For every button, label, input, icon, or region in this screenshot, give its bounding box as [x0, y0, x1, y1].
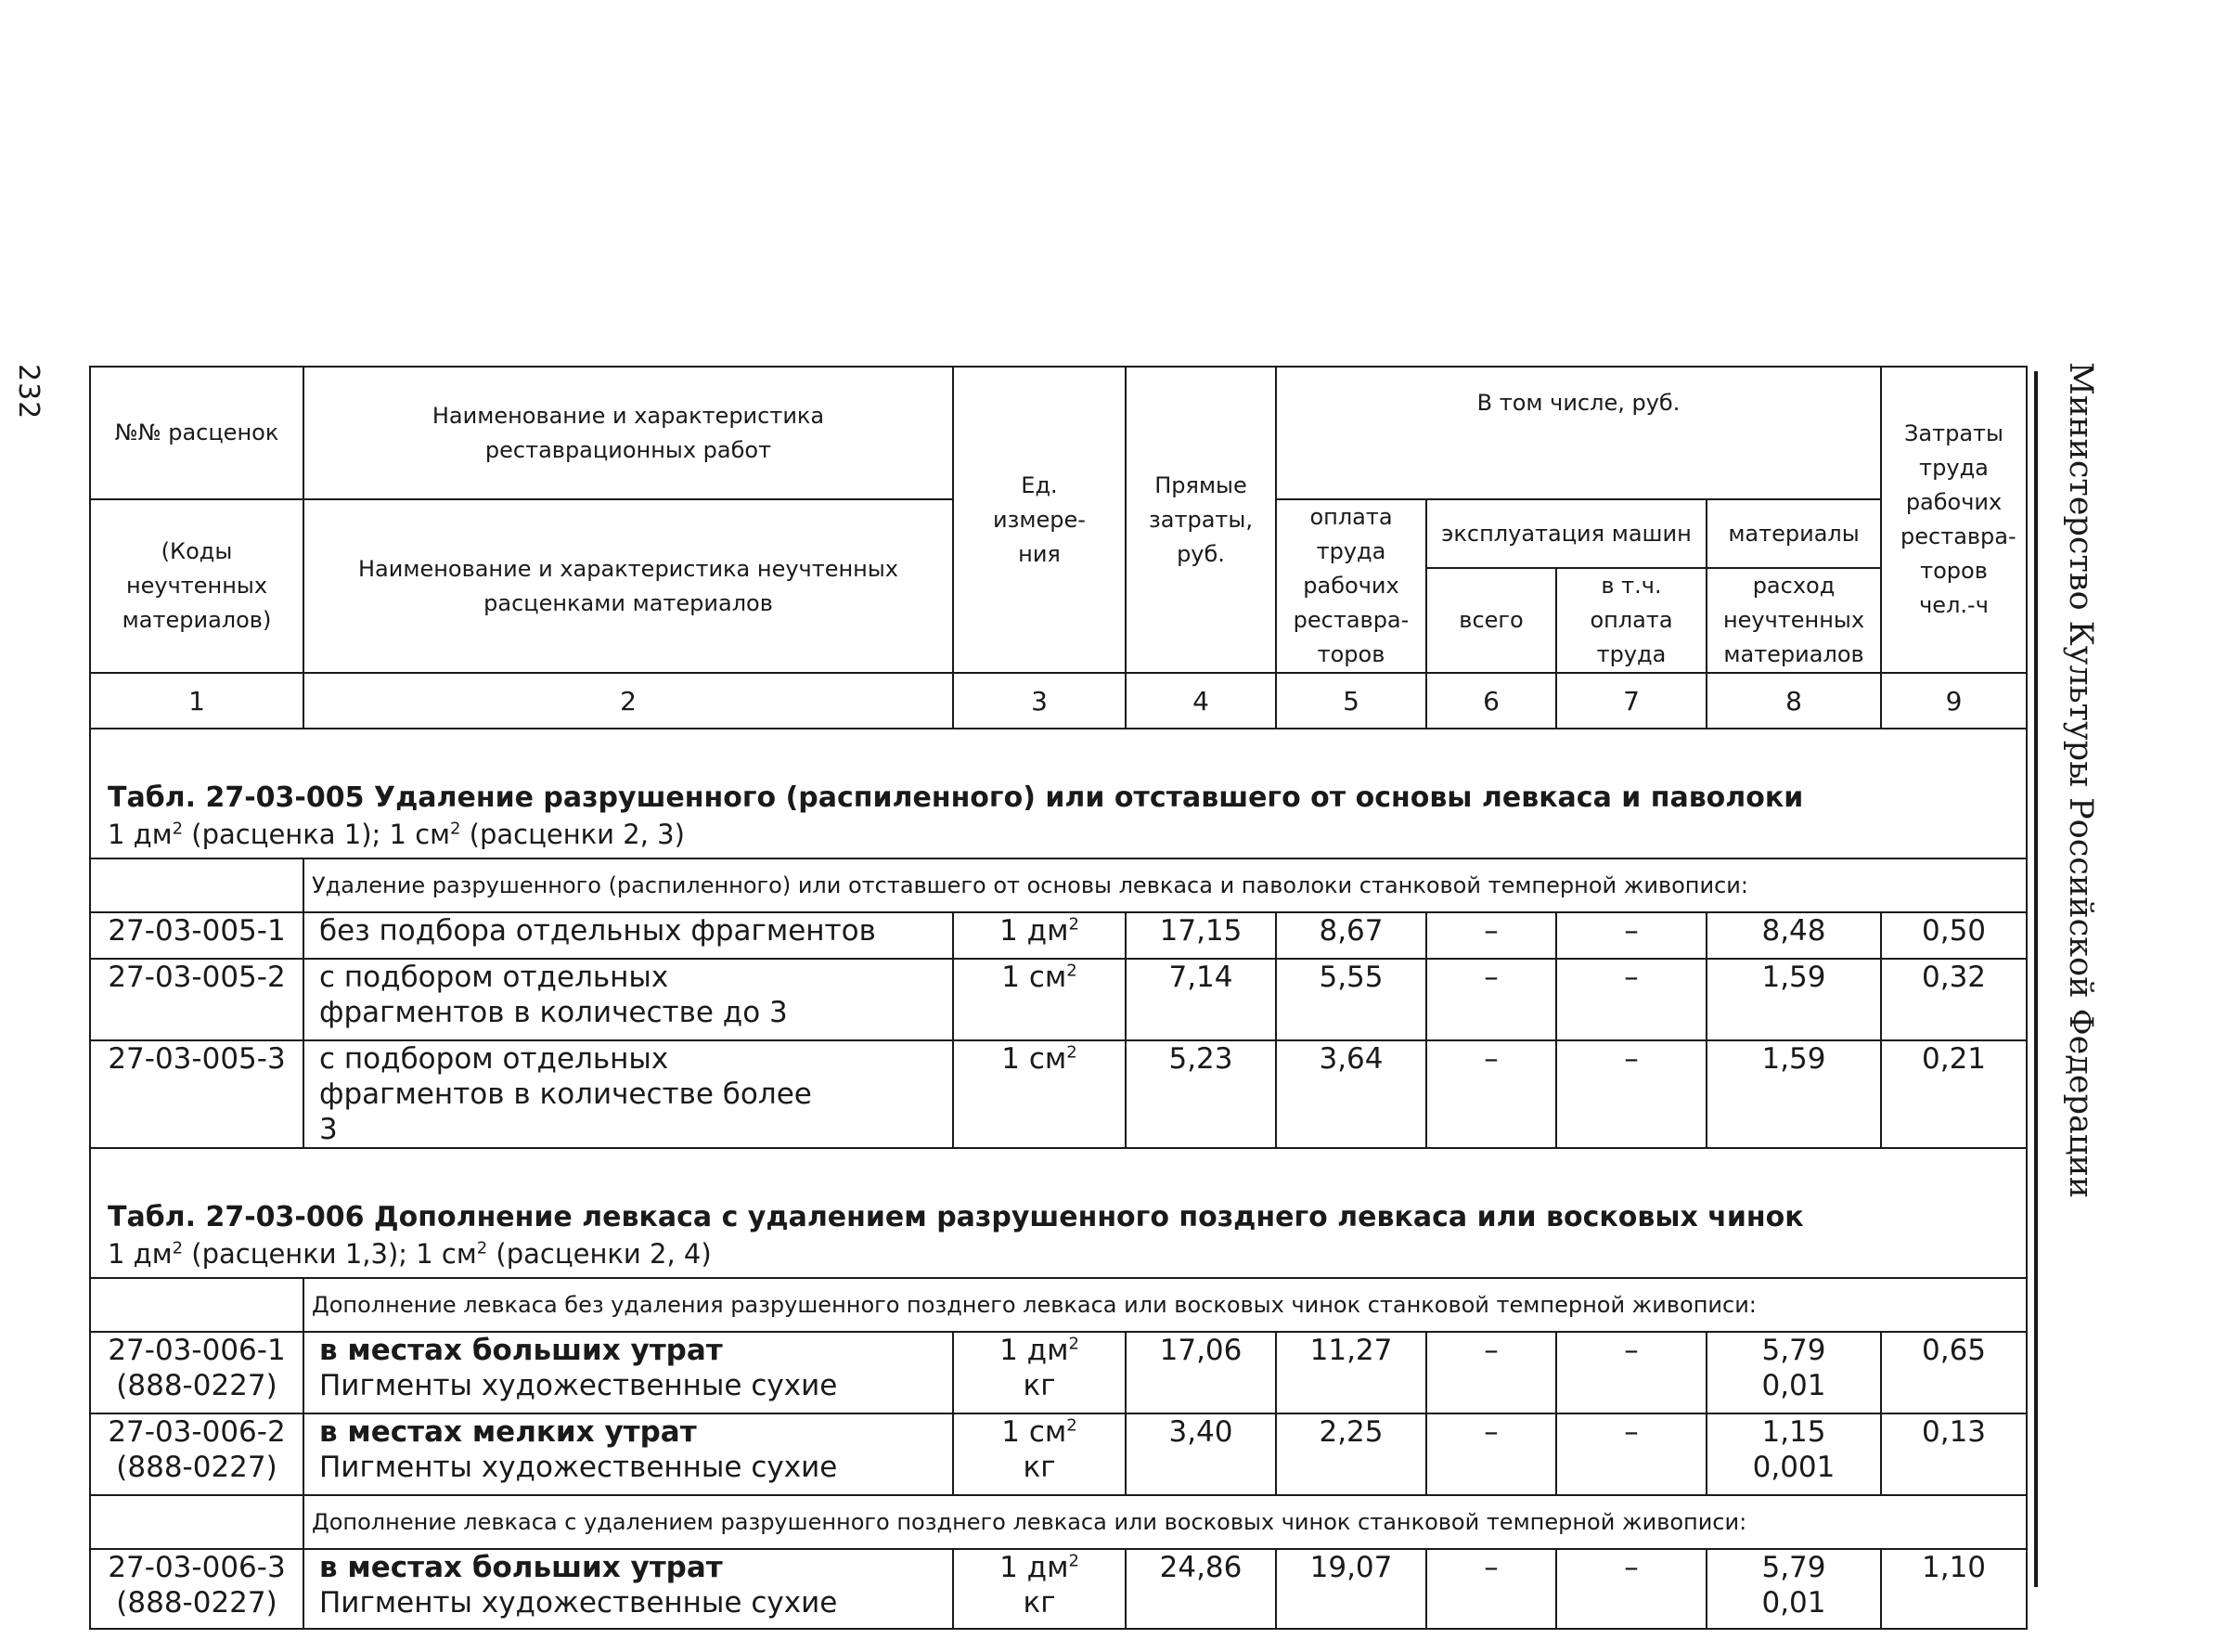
- row-unit: 1 $см^2$: [953, 1040, 1126, 1148]
- row-name: в местах больших утрат Пигменты художественные сухие: [303, 1332, 953, 1413]
- row-name: с подбором отдельных фрагментов в количестве до 3: [303, 959, 953, 1040]
- col-number: 2: [303, 673, 953, 729]
- row-labor: 0,65: [1881, 1332, 2027, 1413]
- row-direct: 7,14: [1126, 959, 1276, 1040]
- row-mach-wages: –: [1556, 912, 1707, 959]
- table-row: [90, 1549, 2027, 1629]
- row-mach-wages: –: [1556, 1332, 1707, 1413]
- row-name: без подбора отдельных фрагментов: [303, 912, 953, 959]
- header-mach-total: всего: [1426, 568, 1556, 673]
- row-mach-wages: –: [1556, 1413, 1707, 1495]
- section-heading: [90, 1148, 2027, 1278]
- row-materials: 8,48: [1707, 912, 1881, 959]
- subheading-row: [90, 1495, 2027, 1549]
- row-mach-wages: –: [1556, 1040, 1707, 1148]
- row-mach-wages: –: [1556, 1549, 1707, 1629]
- header-wages: оплата труда рабочих реставра-торов: [1276, 499, 1426, 673]
- table-row: [90, 1332, 2027, 1413]
- row-code: 27-03-005-3: [90, 1040, 303, 1148]
- row-mach: –: [1426, 1413, 1556, 1495]
- row-materials: 5,79 0,01: [1707, 1332, 1881, 1413]
- row-name: в местах больших утрат Пигменты художественные сухие: [303, 1549, 953, 1629]
- header-incl-group: В том числе, руб.: [1276, 367, 1881, 499]
- row-direct: 17,06: [1126, 1332, 1276, 1413]
- row-mach-wages: –: [1556, 959, 1707, 1040]
- table-row: [90, 1413, 2027, 1495]
- side-title-area: [2032, 362, 2116, 1199]
- row-mach: –: [1426, 1549, 1556, 1629]
- row-unit: 1 $дм^2$: [953, 912, 1126, 959]
- section-title: Табл. 27-03-005 Удаление разрушенного (распиленного) или отставшего от основы левкаса и паволоки: [108, 781, 1804, 814]
- row-direct: 3,40: [1126, 1413, 1276, 1495]
- price-table: [89, 366, 2028, 1630]
- row-unit: 1 $см^2$: [953, 959, 1126, 1040]
- section-unit: 1 $дм^2$ (расценки 1,3); 1 $см^2$ (расценки 2, 4): [108, 1238, 712, 1270]
- row-mach: –: [1426, 959, 1556, 1040]
- col-number: 1: [90, 673, 303, 729]
- row-code: 27-03-006-3 (888-0227): [90, 1549, 303, 1629]
- row-materials: 1,59: [1707, 1040, 1881, 1148]
- row-wages: 19,07: [1276, 1549, 1426, 1629]
- table-row: [90, 1040, 2027, 1148]
- row-unit: 1 $дм^2$ кг: [953, 1332, 1126, 1413]
- header-numbers-row: [90, 673, 2027, 729]
- row-code: 27-03-006-1 (888-0227): [90, 1332, 303, 1413]
- header-code-top: №№ расценок: [90, 367, 303, 499]
- header-row-1: [90, 367, 2027, 499]
- col-number: 6: [1426, 673, 1556, 729]
- row-materials: 1,59: [1707, 959, 1881, 1040]
- section-unit: 1 $дм^2$ (расценка 1); 1 $см^2$ (расценки 2, 3): [108, 819, 685, 850]
- row-materials: 1,15 0,001: [1707, 1413, 1881, 1495]
- side-title: Министерство Культуры Российской Федерации: [2062, 362, 2099, 1199]
- section-heading: [90, 729, 2027, 858]
- row-wages: 8,67: [1276, 912, 1426, 959]
- section-title: Табл. 27-03-006 Дополнение левкаса с удалением разрушенного позднего левкаса или восковых чинок: [108, 1201, 1804, 1233]
- row-unit: 1 $дм^2$ кг: [953, 1549, 1126, 1629]
- side-rule: [2034, 371, 2038, 1587]
- row-code: 27-03-005-1: [90, 912, 303, 959]
- row-labor: 0,32: [1881, 959, 2027, 1040]
- col-number: 7: [1556, 673, 1707, 729]
- header-materials-group: материалы: [1707, 499, 1881, 568]
- subheading: Дополнение левкаса с удалением разрушенного позднего левкаса или восковых чинок станковой темперной живописи:: [303, 1495, 2027, 1549]
- col-number: 3: [953, 673, 1126, 729]
- table-row: [90, 912, 2027, 959]
- table-row: [90, 959, 2027, 1040]
- row-code: 27-03-006-2 (888-0227): [90, 1413, 303, 1495]
- row-mach: –: [1426, 1040, 1556, 1148]
- row-labor: 0,50: [1881, 912, 2027, 959]
- subheading-row: [90, 858, 2027, 912]
- row-direct: 5,23: [1126, 1040, 1276, 1148]
- header-unit: Ед. измере-ния: [953, 367, 1126, 673]
- row-mach: –: [1426, 1332, 1556, 1413]
- row-wages: 2,25: [1276, 1413, 1426, 1495]
- row-wages: 5,55: [1276, 959, 1426, 1040]
- page-number: 232: [12, 364, 45, 420]
- row-materials: 5,79 0,01: [1707, 1549, 1881, 1629]
- header-materials: расход неучтенных материалов: [1707, 568, 1881, 673]
- header-code-bottom: (Коды неучтенных материалов): [90, 499, 303, 673]
- subheading-row: [90, 1278, 2027, 1332]
- subheading: Удаление разрушенного (распиленного) или отставшего от основы левкаса и паволоки станковой темперной живописи:: [303, 858, 2027, 912]
- subheading: Дополнение левкаса без удаления разрушенного позднего левкаса или восковых чинок станковой темперной живописи:: [303, 1278, 2027, 1332]
- col-number: 8: [1707, 673, 1881, 729]
- header-labor: Затраты труда рабочих реставра-торов чел.-ч: [1881, 367, 2027, 673]
- row-labor: 0,13: [1881, 1413, 2027, 1495]
- row-name: в местах мелких утрат Пигменты художественные сухие: [303, 1413, 953, 1495]
- row-unit: 1 $см^2$ кг: [953, 1413, 1126, 1495]
- header-machines-group: эксплуатация машин: [1426, 499, 1707, 568]
- row-code: 27-03-005-2: [90, 959, 303, 1040]
- row-direct: 17,15: [1126, 912, 1276, 959]
- row-direct: 24,86: [1126, 1549, 1276, 1629]
- header-mach-wages: в т.ч. оплата труда: [1556, 568, 1707, 673]
- row-labor: 0,21: [1881, 1040, 2027, 1148]
- row-wages: 11,27: [1276, 1332, 1426, 1413]
- col-number: 5: [1276, 673, 1426, 729]
- row-labor: 1,10: [1881, 1549, 2027, 1629]
- header-name-bottom: Наименование и характеристика неучтенных расценками материалов: [303, 499, 953, 673]
- row-mach: –: [1426, 912, 1556, 959]
- row-name: с подбором отдельных фрагментов в количестве более 3: [303, 1040, 953, 1148]
- col-number: 4: [1126, 673, 1276, 729]
- header-name-top: Наименование и характеристика реставрационных работ: [303, 367, 953, 499]
- col-number: 9: [1881, 673, 2027, 729]
- row-wages: 3,64: [1276, 1040, 1426, 1148]
- header-direct: Прямые затраты, руб.: [1126, 367, 1276, 673]
